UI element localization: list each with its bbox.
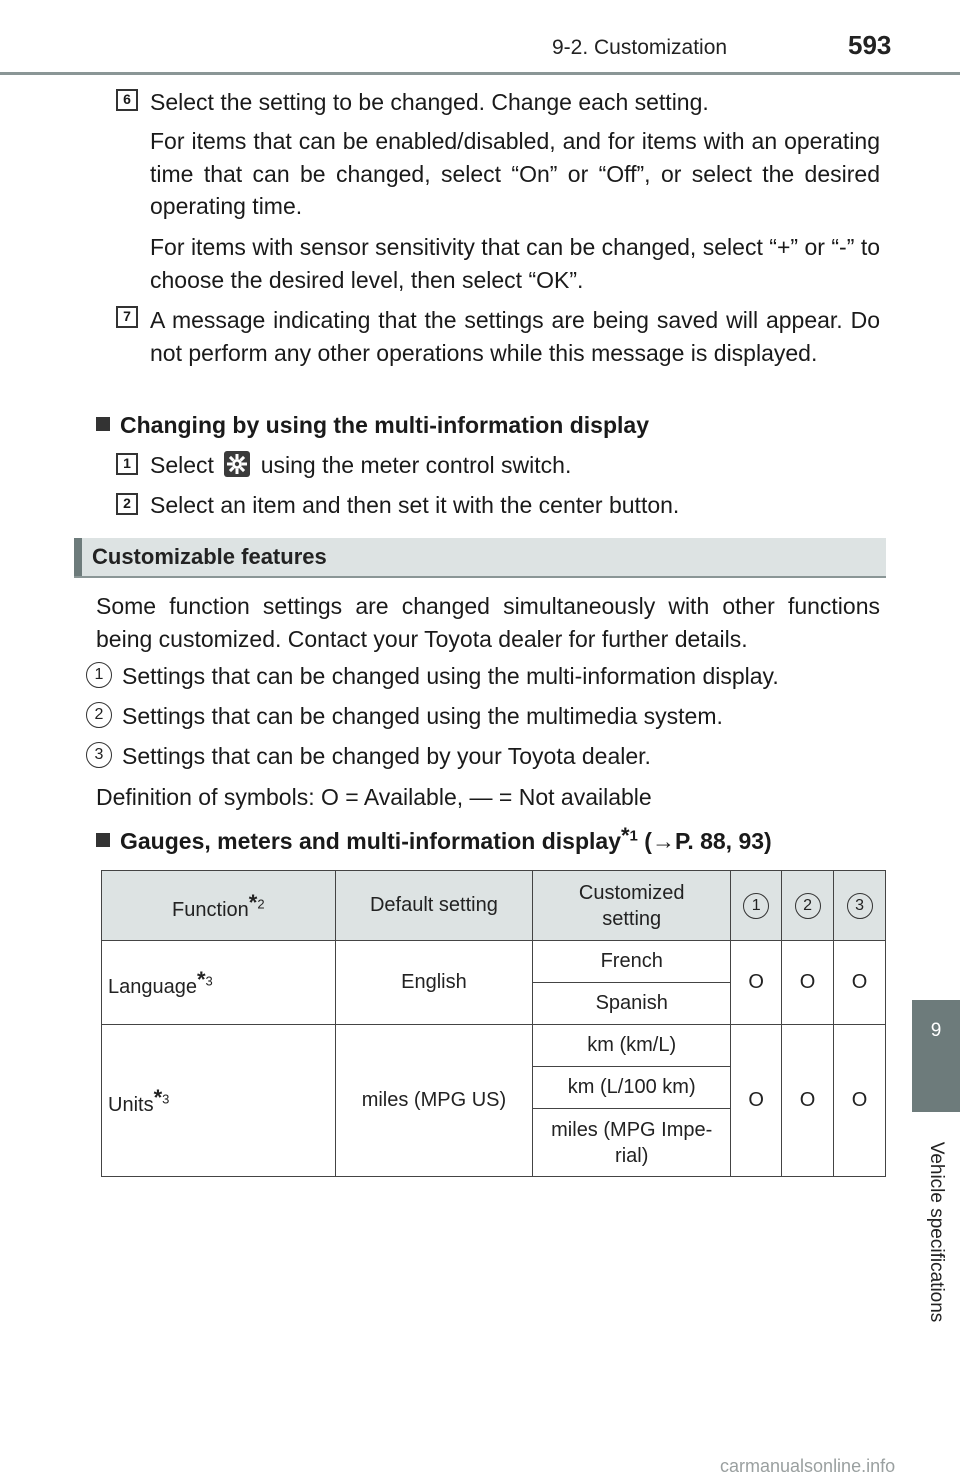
cell-avail-3: O xyxy=(834,941,886,1025)
cell-avail-1: O xyxy=(731,941,782,1025)
cell-option: French xyxy=(533,941,731,983)
step-number-1: 1 xyxy=(116,453,138,475)
cell-avail-2: O xyxy=(782,941,834,1025)
table-row xyxy=(102,941,886,983)
table-row xyxy=(102,1025,886,1067)
section-title-header: 9-2. Customization xyxy=(552,36,728,59)
watermark: carmanualsonline.info xyxy=(720,1456,896,1476)
subheading-gauges: Gauges, meters and multi-information display*$^1$ (→P. 88, 93) xyxy=(96,820,772,857)
step-number-6: 6 xyxy=(116,89,138,111)
cell-avail-2: O xyxy=(782,1025,834,1177)
cell-function-units: Units*$^3$ xyxy=(102,1025,336,1177)
chapter-tab xyxy=(912,1000,960,1112)
cell-avail-1: O xyxy=(731,1025,782,1177)
cell-default-units: miles (MPG US) xyxy=(335,1025,533,1177)
step-7-text: A message indicating that the settings are being saved will appear. Do not perform any other operations while this message is displayed. xyxy=(150,307,880,366)
header-col-1 xyxy=(731,871,782,941)
chapter-title: Vehicle specifications xyxy=(926,1141,947,1323)
header-col-3 xyxy=(834,871,886,941)
legend-marker-2: 2 xyxy=(86,702,112,728)
settings-gear-icon xyxy=(224,451,250,477)
chapter-number: 9 xyxy=(930,1020,942,1041)
legend-marker-3: 3 xyxy=(86,742,112,768)
settings-table xyxy=(101,870,886,1177)
section-title: Customizable features xyxy=(92,544,327,569)
section-underline xyxy=(74,576,886,578)
header-col-2 xyxy=(782,871,834,941)
mid-step-2-text: Select an item and then set it with the center button. xyxy=(150,492,680,518)
header-divider xyxy=(0,72,960,75)
column-marker-3: 3 xyxy=(847,893,873,919)
step-6-text: Select the setting to be changed. Change each setting. xyxy=(150,89,709,115)
step-6-para-onoff: For items that can be enabled/disabled, and for items with an operating time that can be changed, select “On” or “Off”, or select the desired operating time. xyxy=(150,128,880,219)
header-customized-setting: Customized setting xyxy=(533,871,731,941)
step-number-7: 7 xyxy=(116,306,138,328)
table-header-row xyxy=(102,871,886,941)
subheading-multi-info: Changing by using the multi-information display xyxy=(96,409,649,441)
page-reference-link[interactable]: (→P. 88, 93) xyxy=(644,828,772,854)
square-bullet-icon xyxy=(96,833,110,847)
header-default-setting: Default setting xyxy=(335,871,533,941)
section-header-bar xyxy=(74,538,886,578)
column-marker-2: 2 xyxy=(795,893,821,919)
section-accent xyxy=(74,538,82,578)
cell-avail-3: O xyxy=(834,1025,886,1177)
header-function: Function*$^2$ xyxy=(102,871,336,941)
cell-option: km (km/L) xyxy=(533,1025,731,1067)
column-marker-1: 1 xyxy=(743,893,769,919)
cell-function-language: Language*$^3$ xyxy=(102,941,336,1025)
step-number-2: 2 xyxy=(116,493,138,515)
cell-default-language: English xyxy=(335,941,533,1025)
cell-option: miles (MPG Impe-rial) xyxy=(533,1109,731,1177)
legend-marker-1: 1 xyxy=(86,662,112,688)
symbol-definition: Definition of symbols: O = Available, — = Not available xyxy=(96,784,652,810)
cell-option: Spanish xyxy=(533,983,731,1025)
page-number: 593 xyxy=(848,30,892,60)
cell-option: km (L/100 km) xyxy=(533,1067,731,1109)
legend-text-1: Settings that can be changed using the multi-information display. xyxy=(122,663,779,689)
square-bullet-icon xyxy=(96,417,110,431)
legend-text-3: Settings that can be changed by your Toyota dealer. xyxy=(122,743,651,769)
intro-paragraph: Some function settings are changed simultaneously with other functions being customized. Contact your Toyota dealer for further details. xyxy=(96,593,880,652)
mid-step-1-text: Select using the meter control switch. xyxy=(150,452,572,478)
legend-text-2: Settings that can be changed using the multimedia system. xyxy=(122,703,723,729)
step-6-para-sensitivity: For items with sensor sensitivity that can be changed, select “+” or “-” to choose the desired level, then select “OK”. xyxy=(150,234,880,293)
